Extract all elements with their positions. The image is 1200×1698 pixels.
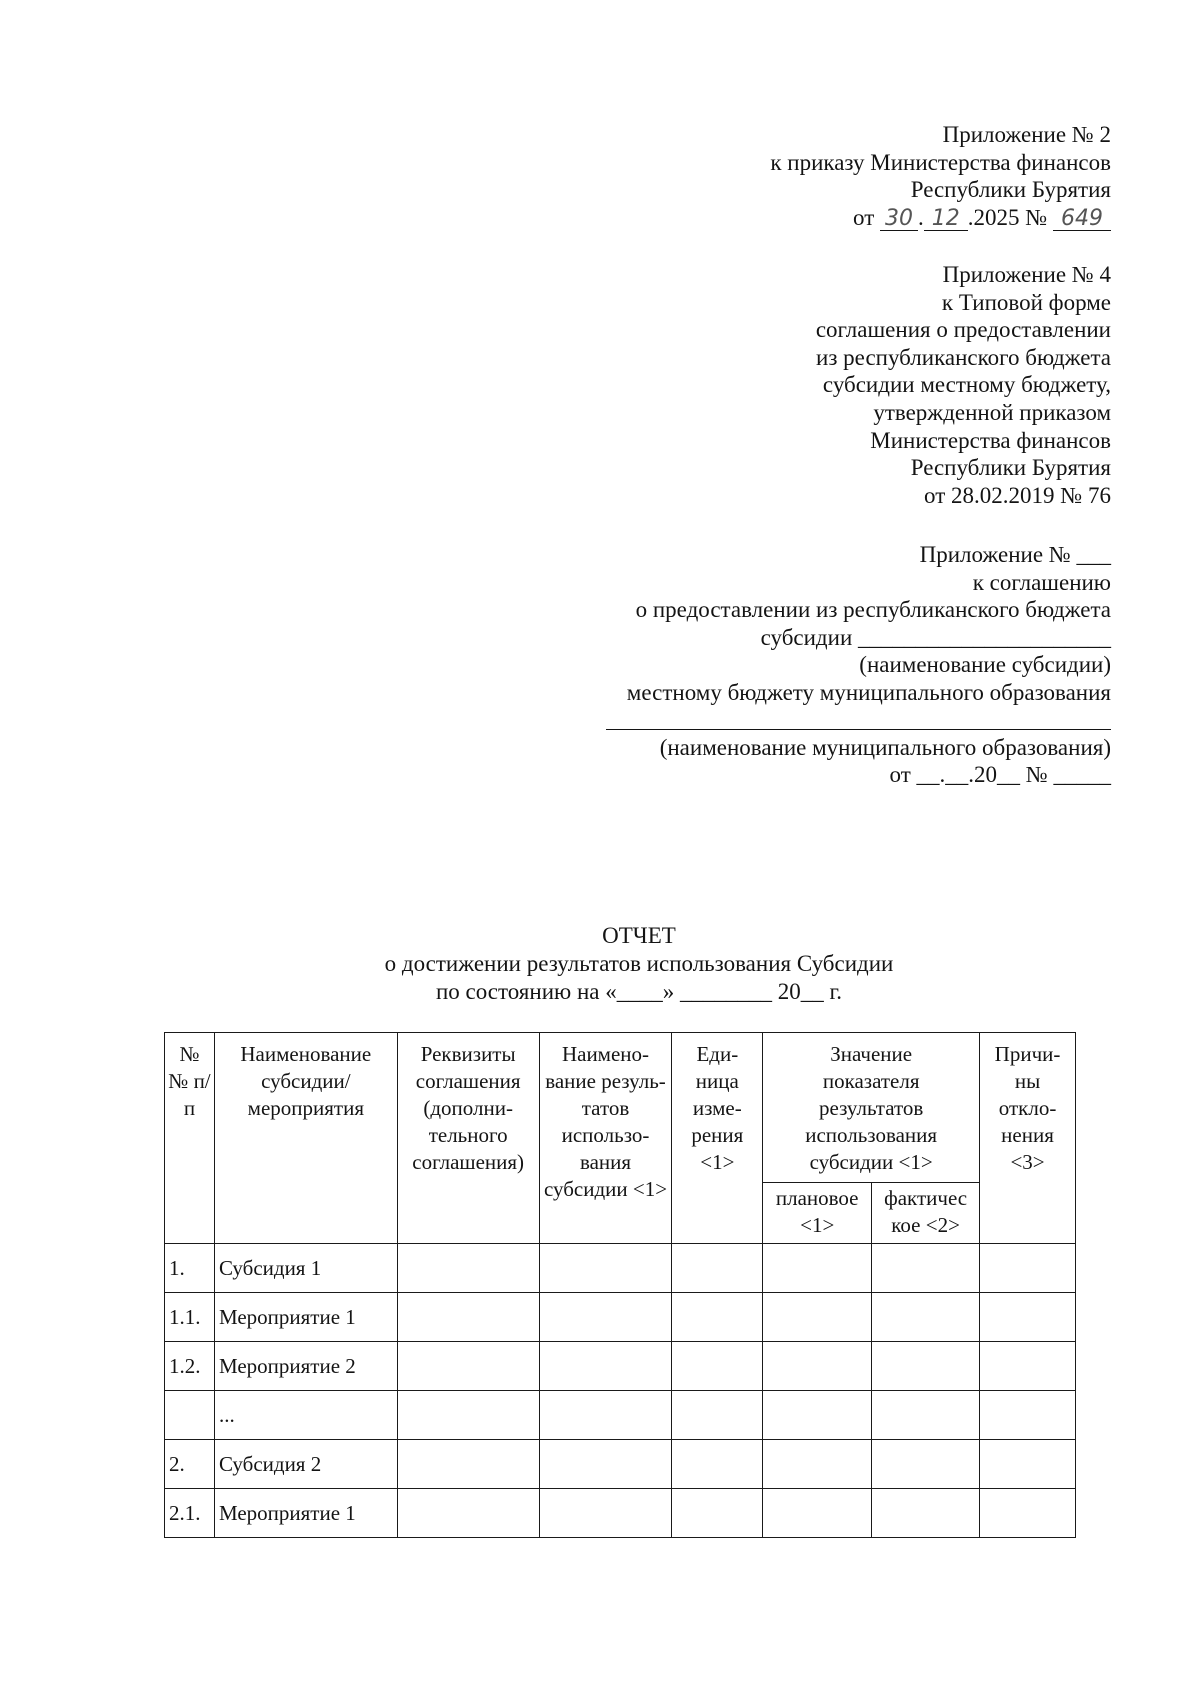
annex-agreement-line6: местному бюджету муниципального образования bbox=[626, 679, 1111, 705]
annex-form-line: утвержденной приказом bbox=[873, 399, 1111, 425]
row-num: 1. bbox=[165, 1244, 215, 1293]
annex-form-block bbox=[816, 261, 1111, 509]
table-cell bbox=[539, 1440, 672, 1489]
report-subtitle: о достижении результатов использования Субсидии bbox=[384, 951, 894, 976]
annex-form-line: Приложение № 4 bbox=[942, 262, 1111, 287]
row-num: 1.2. bbox=[165, 1342, 215, 1391]
row-name: Мероприятие 1 bbox=[214, 1293, 397, 1342]
table-cell bbox=[872, 1391, 980, 1440]
table-cell bbox=[763, 1440, 872, 1489]
annex-order-line2: к приказу Министерства финансов bbox=[770, 149, 1111, 175]
table-cell bbox=[397, 1342, 539, 1391]
header-num: № № п/п bbox=[165, 1033, 215, 1244]
header-reasons: Причи-ны откло-нения <3> bbox=[980, 1033, 1076, 1244]
table-cell bbox=[397, 1293, 539, 1342]
table-cell bbox=[539, 1342, 672, 1391]
table-row bbox=[165, 1440, 1076, 1489]
row-name: Субсидия 1 bbox=[214, 1244, 397, 1293]
table-cell bbox=[980, 1440, 1076, 1489]
annex-agreement-line3: о предоставлении из республиканского бюджета bbox=[635, 597, 1111, 623]
table-cell bbox=[672, 1293, 763, 1342]
table-cell bbox=[872, 1440, 980, 1489]
subsidy-name-caption: (наименование субсидии) bbox=[859, 652, 1111, 678]
annex-order-date-line bbox=[770, 204, 1111, 232]
table-row bbox=[165, 1342, 1076, 1391]
municipality-blank-line bbox=[606, 707, 1111, 730]
report-as-of: по состоянию на «____» ________ 20__ г. bbox=[435, 979, 843, 1004]
annex-order-line1: Приложение № 2 bbox=[942, 122, 1111, 147]
table-row bbox=[165, 1391, 1076, 1440]
table-cell bbox=[539, 1489, 672, 1538]
date-separator: . bbox=[918, 204, 924, 230]
handwritten-month: 12 bbox=[924, 208, 968, 231]
header-requisites: Реквизиты соглашения (дополни-тельного соглашения) bbox=[397, 1033, 539, 1244]
annex-form-line: субсидии местному бюджету, bbox=[822, 372, 1111, 398]
header-value: Значение показателя результатов использования субсидии <1> bbox=[763, 1033, 980, 1183]
table-cell bbox=[763, 1244, 872, 1293]
table-cell bbox=[980, 1342, 1076, 1391]
table-cell bbox=[672, 1489, 763, 1538]
table-cell bbox=[980, 1489, 1076, 1538]
table-cell bbox=[397, 1391, 539, 1440]
table-cell bbox=[980, 1391, 1076, 1440]
table-row bbox=[165, 1244, 1076, 1293]
table-cell bbox=[672, 1342, 763, 1391]
date-year: .2025 № bbox=[967, 204, 1048, 230]
annex-form-line: от 28.02.2019 № 76 bbox=[924, 482, 1111, 508]
annex-agreement-block bbox=[606, 541, 1111, 789]
row-name: Субсидия 2 bbox=[214, 1440, 397, 1489]
date-prefix: от bbox=[853, 204, 875, 230]
table-cell bbox=[872, 1489, 980, 1538]
table-cell bbox=[872, 1342, 980, 1391]
table-cell bbox=[397, 1440, 539, 1489]
row-name: ... bbox=[214, 1391, 397, 1440]
table-cell bbox=[672, 1440, 763, 1489]
table-cell bbox=[980, 1293, 1076, 1342]
annex-form-line: Министерства финансов bbox=[870, 427, 1111, 453]
table-cell bbox=[763, 1391, 872, 1440]
header-unit: Еди-ница изме-рения <1> bbox=[672, 1033, 763, 1244]
table-cell bbox=[539, 1293, 672, 1342]
annex-form-line: Республики Бурятия bbox=[910, 455, 1111, 481]
table-cell bbox=[672, 1391, 763, 1440]
table-cell bbox=[672, 1244, 763, 1293]
annex-form-line: из республиканского бюджета bbox=[816, 344, 1111, 370]
header-planned: плановое <1> bbox=[763, 1183, 872, 1244]
table-cell bbox=[872, 1293, 980, 1342]
report-table bbox=[164, 1032, 1076, 1538]
table-cell bbox=[763, 1293, 872, 1342]
table-cell bbox=[980, 1244, 1076, 1293]
table-cell bbox=[872, 1244, 980, 1293]
annex-order-block bbox=[770, 121, 1111, 231]
table-cell bbox=[397, 1489, 539, 1538]
row-name: Мероприятие 1 bbox=[214, 1489, 397, 1538]
municipality-caption: (наименование муниципального образования) bbox=[659, 734, 1111, 760]
handwritten-day: 30 bbox=[880, 208, 918, 231]
annex-order-line3: Республики Бурятия bbox=[910, 177, 1111, 203]
agreement-date-line: от __.__.20__ № _____ bbox=[889, 762, 1111, 788]
subsidy-name-line: субсидии ______________________ bbox=[760, 624, 1111, 650]
table-cell bbox=[763, 1342, 872, 1391]
annex-agreement-line1: Приложение № ___ bbox=[919, 542, 1111, 567]
header-name: Наименование субсидии/ мероприятия bbox=[214, 1033, 397, 1244]
annex-agreement-line2: к соглашению bbox=[972, 569, 1111, 595]
table-cell bbox=[763, 1489, 872, 1538]
row-num: 1.1. bbox=[165, 1293, 215, 1342]
annex-form-line: соглашения о предоставлении bbox=[815, 317, 1111, 343]
handwritten-number: 649 bbox=[1053, 208, 1111, 231]
table-row bbox=[165, 1293, 1076, 1342]
header-result: Наимено-вание резуль-татов использо-вания субсидии <1> bbox=[539, 1033, 672, 1244]
row-num bbox=[165, 1391, 215, 1440]
table-cell bbox=[397, 1244, 539, 1293]
table-cell bbox=[539, 1244, 672, 1293]
row-num: 2.1. bbox=[165, 1489, 215, 1538]
row-name: Мероприятие 2 bbox=[214, 1342, 397, 1391]
table-cell bbox=[539, 1391, 672, 1440]
row-num: 2. bbox=[165, 1440, 215, 1489]
report-title: ОТЧЕТ bbox=[602, 923, 676, 948]
report-title-block bbox=[0, 922, 1200, 1006]
annex-form-line: к Типовой форме bbox=[941, 289, 1111, 315]
header-actual: фактичес кое <2> bbox=[872, 1183, 980, 1244]
table-row bbox=[165, 1489, 1076, 1538]
